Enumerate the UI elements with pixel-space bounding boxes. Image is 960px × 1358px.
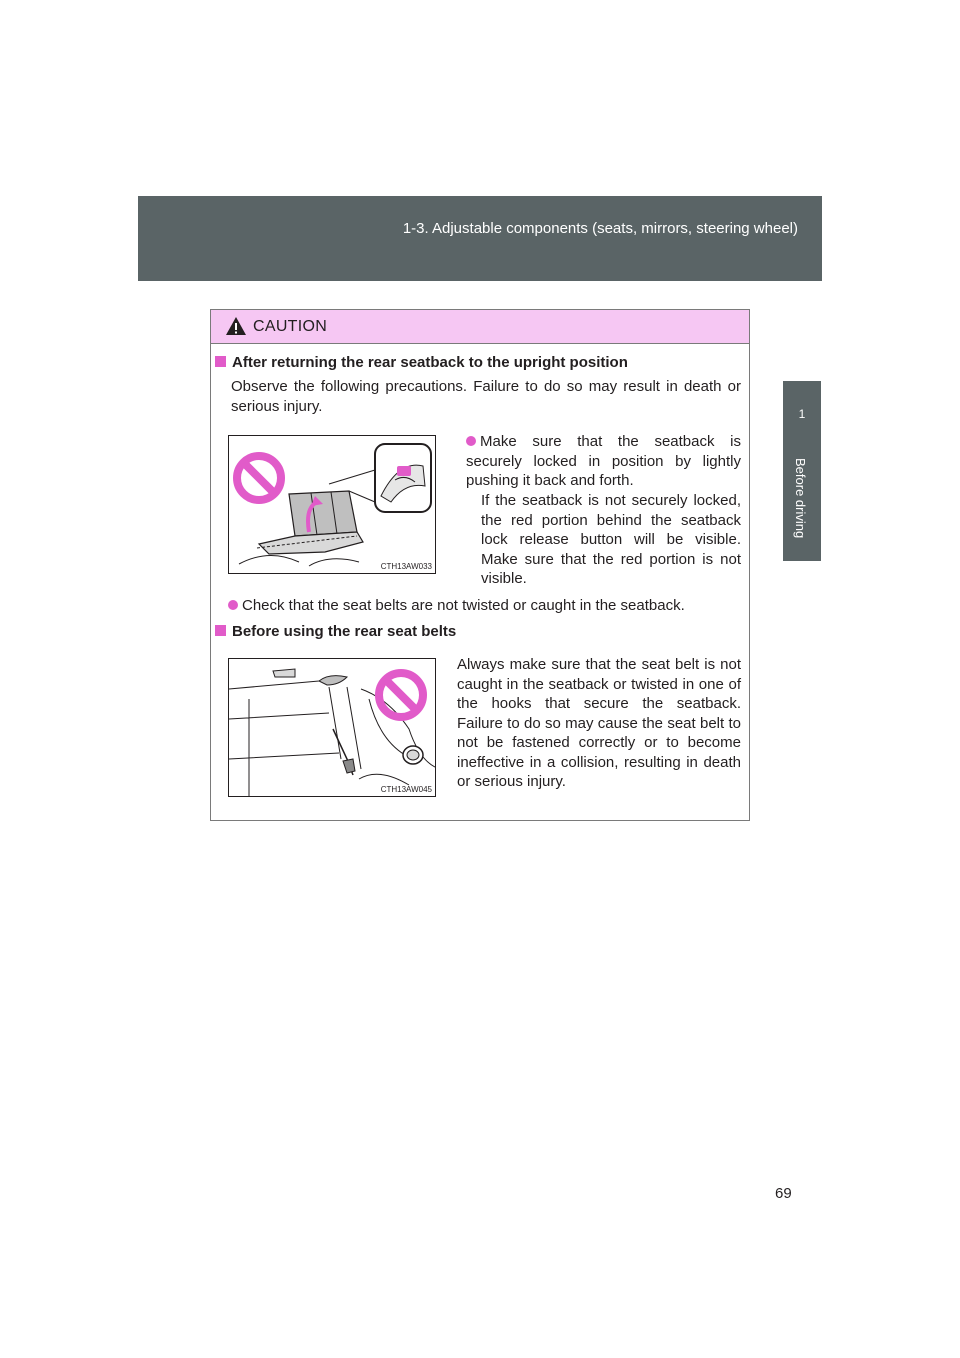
section1-bullet2: Check that the seat belts are not twisted or caught in the seatback. [228,596,743,616]
figure-code: CTH13AW033 [380,562,432,571]
page-number: 69 [775,1185,792,1202]
section1-bullet1-continued: If the seatback is not securely locked, the red portion behind the seatback lock release button will be visible. Make sure that the red portion is not visible. [481,492,741,587]
chapter-label: Before driving [793,458,808,539]
caution-box [210,309,750,821]
section1-heading: After returning the rear seatback to the upright position [215,354,628,371]
prohibition-icon [379,673,423,717]
warning-icon [225,316,247,336]
prohibition-icon [237,456,281,500]
section-header [138,196,822,281]
square-bullet-icon [215,356,226,367]
section2-text: Always make sure that the seat belt is not caught in the seatback or twisted in one of the hooks that secure the seatback. Failure to do so may cause the seat belt to not be fastened correctly or to become ineffective in a collision, resulting in death or serious injury. [457,656,741,790]
chapter-number: 1 [798,407,806,421]
caution-header [211,310,749,344]
section1-intro: Observe the following precautions. Failure to do so may result in death or serious injury. [231,378,741,415]
figure-code: CTH13AW045 [380,785,432,794]
circle-bullet-icon [466,436,476,446]
section-title: 1-3. Adjustable components (seats, mirrors, steering wheel) [402,220,798,237]
seatback-lock-figure [228,435,436,574]
seat-belt-figure [228,658,436,797]
square-bullet-icon [215,625,226,636]
seat-belt-illustration [229,659,435,796]
chapter-tab-number [783,381,821,450]
caution-title: CAUTION [253,318,328,335]
seatback-illustration [229,436,435,573]
section1-bullet1: Make sure that the seatback is securely locked in position by lightly pushing it back and forth. [466,433,741,489]
chapter-tab [783,450,821,561]
circle-bullet-icon [228,600,238,610]
section2-heading: Before using the rear seat belts [215,623,456,640]
